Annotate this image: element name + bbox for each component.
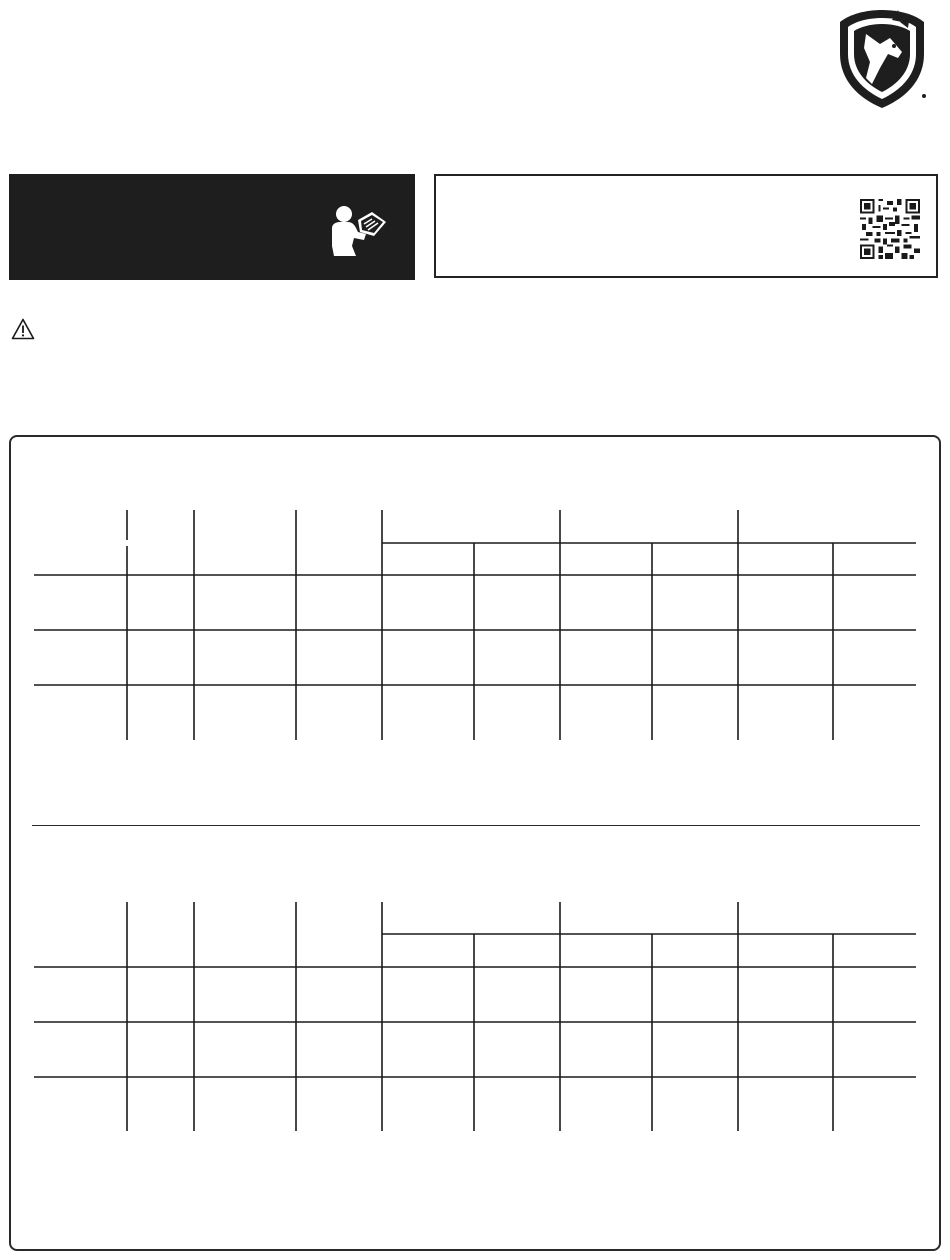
spec-table-2 — [34, 902, 916, 1131]
spec-table-1 — [34, 510, 916, 740]
